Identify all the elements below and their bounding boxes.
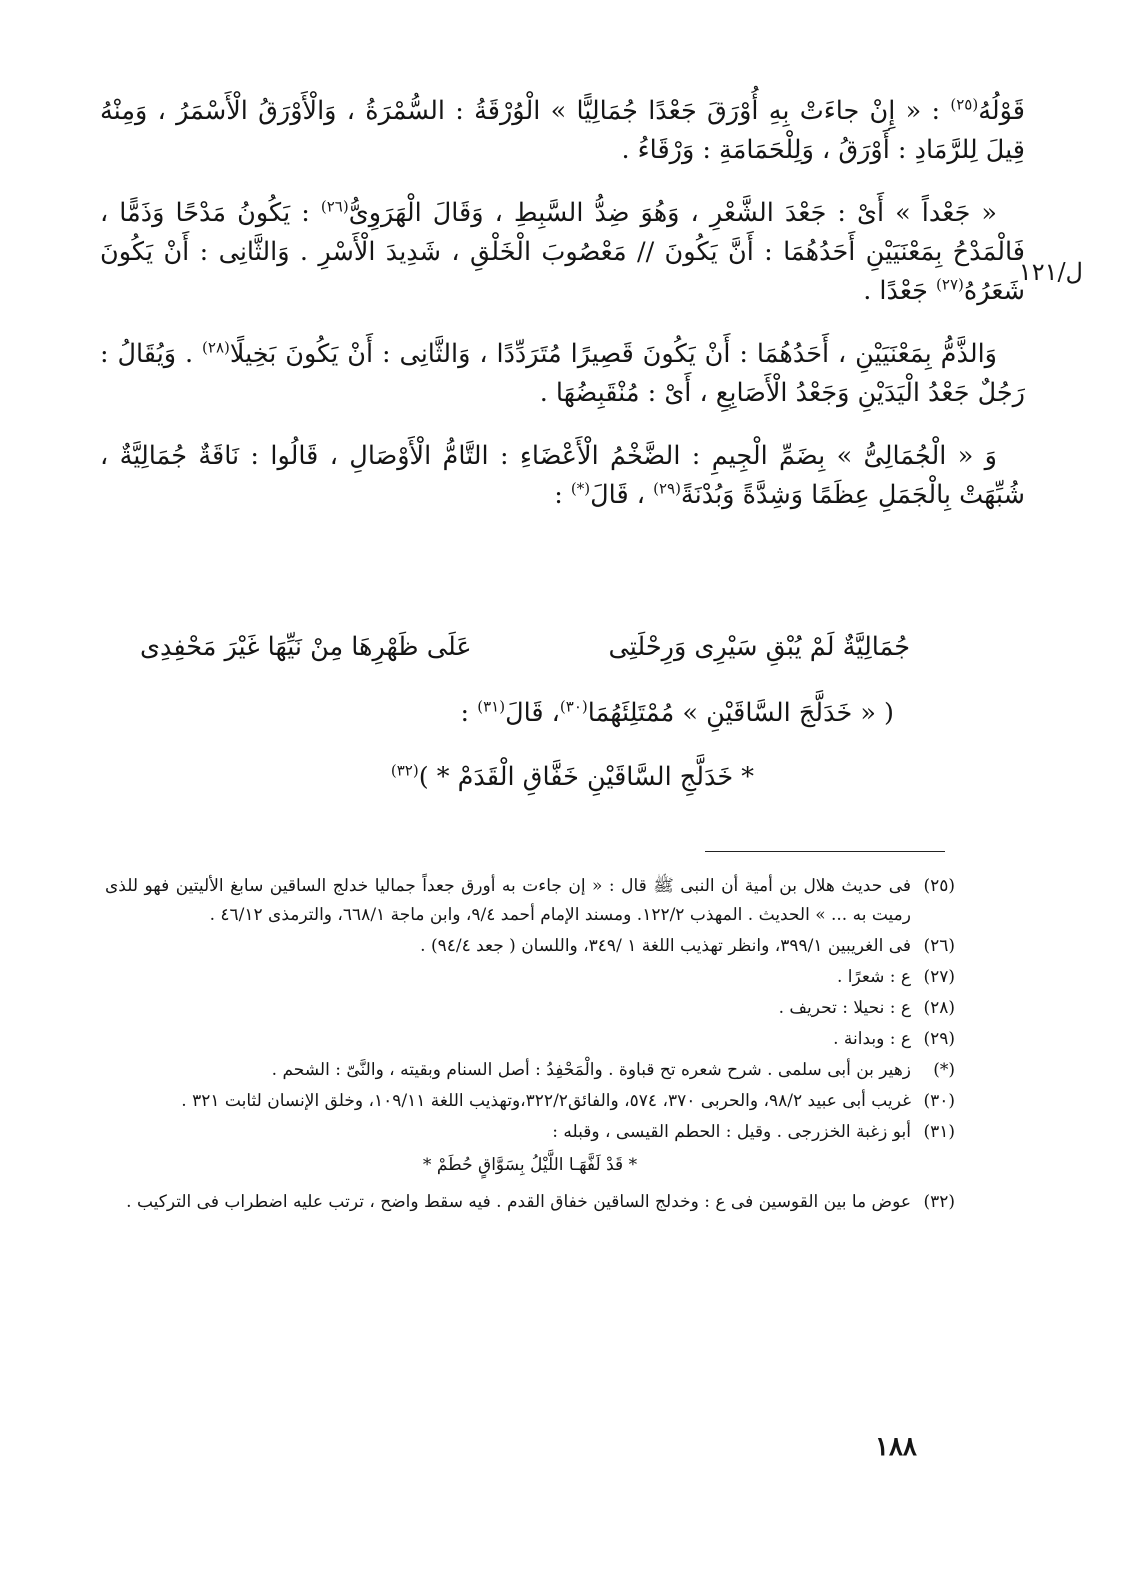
verse-first-hemistich: جُمَالِيَّةٌ لَمْ يُبْقِ سَيْرِى وَرِحْلَتِى	[608, 632, 910, 662]
line6-text-c: :	[460, 698, 478, 728]
p4-text-c: :	[554, 480, 571, 510]
footnote-28	[105, 994, 955, 1023]
paragraph-2	[100, 194, 1025, 311]
footnote-30	[105, 1087, 955, 1116]
footnote-32	[105, 1188, 955, 1217]
paragraph-4	[100, 437, 1025, 515]
footnote-text: غريب أبى عبيد ٩٨/٢، والحربى ٣٧٠، ٥٧٤، والفائق٣٢٢/٢،وتهذيب اللغة ١٠٩/١١، وخلق الإنسان لثابت ٣٢١ .	[181, 1091, 911, 1111]
footnote-text: فى حديث هلال بن أمية أن النبى ﷺ قال : « إن جاءت به أورق جعداً جماليا خدلج الساقين سابغ الأليتين فهو للذى رميت به ... » الحديث . المهذب ١٢٢/٢. ومسند الإمام أحمد ٩/٤، وابن ماجة ٦٦٨/١، والترمذى ٤٦/١٢ .	[105, 876, 911, 925]
footnotes-block	[105, 872, 955, 1219]
footnote-ref-star[interactable]: (*)	[570, 479, 591, 498]
p4-text-b: ، قَالَ	[590, 480, 654, 510]
footnote-number: (*)	[933, 1060, 955, 1080]
footnote-27	[105, 963, 955, 992]
paragraph-3	[100, 335, 1025, 413]
footnote-26	[105, 932, 955, 961]
line7-text-a: * خَدَلَّجِ السَّاقَيْنِ خَفَّاقِ الْقَدَمْ * )	[418, 762, 754, 792]
line-khadallaj	[461, 698, 894, 728]
footnote-number: (٢٩)	[923, 1029, 955, 1049]
footnote-ref-29[interactable]: (٢٩)	[653, 479, 681, 498]
footnote-25	[105, 872, 955, 930]
footnote-number: (٢٧)	[923, 967, 955, 987]
footnote-text: ع : شعرًا .	[836, 967, 911, 987]
footnote-29	[105, 1025, 955, 1054]
footnote-number: (٢٥)	[923, 876, 955, 896]
footnote-verse: * قَدْ لَفَّهَـا اللَّيْلُ بِسَوَّاقٍ حُطَمْ *	[422, 1155, 638, 1175]
footnote-star	[105, 1056, 955, 1085]
line6-text-b: ، قَالَ	[505, 698, 560, 728]
paragraph-1	[100, 92, 1025, 170]
main-text-block	[100, 92, 1025, 535]
footnote-ref-31[interactable]: (٣١)	[477, 697, 506, 716]
footnote-ref-30[interactable]: (٣٠)	[559, 697, 588, 716]
footnote-number: (٣١)	[923, 1122, 955, 1142]
footnote-ref-32[interactable]: (٣٢)	[390, 761, 419, 780]
p4-text-a: وَ « الْجُمَالِىُّ » بِضَمِّ الْجِيمِ : الضَّخْمُ الْأَعْضَاءِ : التَّامُّ الْأَوْصَالِ ، قَالُوا : نَاقَةٌ جُمَالِيَّةٌ ، شُبِّهَتْ بِالْجَمَلِ عِظَمًا وَشِدَّةً وَبُدْنَةً	[100, 441, 1025, 510]
p1-text-a: قَوْلُهُ	[978, 96, 1025, 126]
p3-text-b: . وَيُقَالُ : رَجُلٌ جَعْدُ الْيَدَيْنِ وَجَعْدُ الْأَصَابِعِ ، أَىْ : مُنْقَبِضُهَا .	[100, 339, 1025, 408]
p3-text-a: وَالذَّمُّ بِمَعْنَيَيْنِ ، أَحَدُهُمَا : أَنْ يَكُونَ قَصِيرًا مُتَرَدِّدًا ، وَالثَّانِى : أَنْ يَكُونَ بَخِيلًا	[229, 339, 997, 369]
verse-second-hemistich: عَلَى ظَهْرِهَا مِنْ نَيِّهَا غَيْرَ مَحْفِدِى	[140, 632, 472, 662]
footnote-text: أبو زغبة الخزرجى . وقيل : الحطم القيسى ، وقبله :	[552, 1122, 911, 1142]
line6-text-a: ( « خَدَلَّجَ السَّاقَيْنِ » مُمْتَلِئَهُمَا	[587, 698, 894, 728]
footnote-31	[105, 1118, 955, 1147]
footnote-ref-28[interactable]: (٢٨)	[202, 338, 230, 357]
footnote-ref-27[interactable]: (٢٧)	[936, 275, 964, 294]
p2-text-c: جَعْدًا .	[863, 276, 937, 306]
poetry-verse	[140, 632, 910, 676]
footnote-separator	[705, 851, 945, 852]
footnote-number: (٣٢)	[923, 1192, 955, 1212]
footnote-text: عوض ما بين القوسين فى ع : وخدلج الساقين خفاق القدم . فيه سقط واضح ، ترتب عليه اضطراب فى التركيب .	[126, 1192, 911, 1212]
footnote-ref-25[interactable]: (٢٥)	[950, 95, 979, 114]
footnote-number: (٢٦)	[923, 936, 955, 956]
page-number: ١٨٨	[875, 1432, 917, 1462]
quoted-hemistich	[391, 762, 754, 792]
margin-folio-reference: ل/١٢١	[1018, 258, 1083, 286]
p2-text-a: « جَعْداً » أَىْ : جَعْدَ الشَّعْرِ ، وَهُوَ ضِدُّ السَّبِطِ ، وَقَالَ الْهَرَوِىُّ	[348, 198, 998, 228]
footnote-text: زهير بن أبى سلمى . شرح شعره تح قباوة . والْمَحْفِدُ : أصل السنام وبقيته ، والنَّىّ : الشحم .	[271, 1060, 911, 1080]
p1-text-b: : « إِنْ جاءَتْ بِهِ أُوْرَقَ جَعْدًا جُمَالِيًّا » الْوُرْقَةُ : السُّمْرَةُ ، وَالْأَوْرَقُ الْأَسْمَرُ ، وَمِنْهُ قِيلَ لِلرَّمَادِ : أَوْرَقُ ، وَلِلْحَمَامَةِ : وَرْقَاءُ .	[100, 96, 1025, 165]
footnote-ref-26[interactable]: (٢٦)	[320, 197, 349, 216]
footnote-number: (٢٨)	[923, 998, 955, 1018]
footnote-text: فى الغريبين ٣٩٩/١، وانظر تهذيب اللغة ١ /٣٤٩، واللسان ( جعد ٩٤/٤) .	[420, 936, 911, 956]
footnote-text: ع : نحيلا : تحريف .	[778, 998, 911, 1018]
footnote-number: (٣٠)	[923, 1091, 955, 1111]
p2-text-b: : يَكُونُ مَدْحًا وَذَمًّا ، فَالْمَدْحُ بِمَعْنَيَيْنِ أَحَدُهُمَا : أَنَّ يَكُونَ // مَعْصُوبَ الْخَلْقِ ، شَدِيدَ الْأَسْرِ . وَالثَّانِى : أَنْ يَكُونَ شَعَرُهُ	[100, 198, 1025, 306]
footnote-text: ع : وبدانة .	[833, 1029, 911, 1049]
